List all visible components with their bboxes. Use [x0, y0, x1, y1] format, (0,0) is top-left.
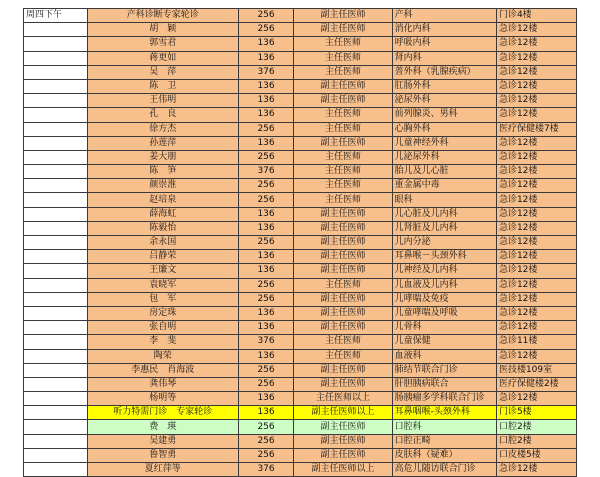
table-row	[24, 292, 577, 306]
day-column-cell[interactable]	[24, 65, 88, 79]
fee-cell[interactable]: 256	[238, 278, 294, 292]
title-cell[interactable]: 主任医师	[294, 65, 392, 79]
title-cell[interactable]: 主任医师	[294, 193, 392, 207]
location-cell[interactable]: 急诊12楼	[496, 321, 576, 335]
title-cell[interactable]: 副主任医师	[294, 221, 392, 235]
table-row	[24, 448, 577, 462]
day-column-cell[interactable]	[24, 23, 88, 37]
fee-cell[interactable]: 136	[238, 207, 294, 221]
department-cell[interactable]: 肠胰瘤多学科联合门诊	[392, 392, 496, 406]
doctor-name-cell[interactable]: 房定珠	[87, 306, 238, 320]
location-cell[interactable]: 急诊12楼	[496, 179, 576, 193]
location-cell[interactable]: 医疗保健楼7楼	[496, 122, 576, 136]
doctor-name-cell[interactable]: 夏红萍等	[87, 463, 238, 477]
department-cell[interactable]: 血液科	[392, 349, 496, 363]
doctor-name-cell[interactable]: 听力特需门诊 专家轮诊	[87, 406, 238, 420]
table-row	[24, 207, 577, 221]
day-label-cell[interactable]: 周四下午	[24, 9, 88, 23]
day-column-cell[interactable]	[24, 406, 88, 420]
department-cell[interactable]: 呼吸内科	[392, 37, 496, 51]
fee-cell[interactable]: 256	[238, 193, 294, 207]
department-cell[interactable]: 皮肤科（疑难）	[392, 448, 496, 462]
table-row	[24, 94, 577, 108]
doctor-name-cell[interactable]: 包 军	[87, 292, 238, 306]
location-cell[interactable]: 急诊11楼	[496, 335, 576, 349]
day-column-cell[interactable]	[24, 278, 88, 292]
department-cell[interactable]: 儿血液及儿内科	[392, 278, 496, 292]
location-cell[interactable]: 急诊12楼	[496, 108, 576, 122]
table-row	[24, 193, 577, 207]
doctor-name-cell[interactable]: 张自明	[87, 321, 238, 335]
department-cell[interactable]: 耳鼻咽喉-头颈外科	[392, 406, 496, 420]
fee-cell[interactable]: 256	[238, 150, 294, 164]
location-cell[interactable]: 急诊12楼	[496, 292, 576, 306]
location-cell[interactable]: 急诊12楼	[496, 193, 576, 207]
doctor-name-cell[interactable]: 赵培泉	[87, 193, 238, 207]
doctor-name-cell[interactable]: 薛海虹	[87, 207, 238, 221]
title-cell[interactable]: 副主任医师	[294, 321, 392, 335]
fee-cell[interactable]: 256	[238, 434, 294, 448]
title-cell[interactable]: 副主任医师	[294, 434, 392, 448]
title-cell[interactable]: 副主任医师	[294, 377, 392, 391]
department-cell[interactable]: 口腔科	[392, 420, 496, 434]
fee-cell[interactable]: 136	[238, 94, 294, 108]
title-cell[interactable]: 副主任医师	[294, 448, 392, 462]
table-row	[24, 335, 577, 349]
day-column-cell[interactable]	[24, 463, 88, 477]
title-cell[interactable]: 副主任医师	[294, 9, 392, 23]
title-cell[interactable]: 主任医师	[294, 179, 392, 193]
doctor-name-cell[interactable]: 徐方杰	[87, 122, 238, 136]
doctor-name-cell[interactable]: 产科诊断专家轮诊	[87, 9, 238, 23]
location-cell[interactable]: 急诊12楼	[496, 221, 576, 235]
location-cell[interactable]: 急诊12楼	[496, 136, 576, 150]
location-cell[interactable]: 急诊12楼	[496, 207, 576, 221]
fee-cell[interactable]: 376	[238, 335, 294, 349]
title-cell[interactable]: 主任医师	[294, 122, 392, 136]
department-cell[interactable]: 儿哮喘及免疫	[392, 292, 496, 306]
fee-cell[interactable]: 136	[238, 306, 294, 320]
location-cell[interactable]: 急诊12楼	[496, 236, 576, 250]
doctor-name-cell[interactable]: 费 瑛	[87, 420, 238, 434]
fee-cell[interactable]: 136	[238, 392, 294, 406]
day-column-cell[interactable]	[24, 434, 88, 448]
doctor-name-cell[interactable]: 李 斐	[87, 335, 238, 349]
doctor-name-cell[interactable]: 杨明等	[87, 392, 238, 406]
title-cell[interactable]: 副主任医师以上	[294, 406, 392, 420]
fee-cell[interactable]: 256	[238, 122, 294, 136]
fee-cell[interactable]: 136	[238, 321, 294, 335]
table-row	[24, 278, 577, 292]
department-cell[interactable]: 耳鼻喉－头颈外科	[392, 250, 496, 264]
location-cell[interactable]: 医技楼109室	[496, 363, 576, 377]
fee-cell[interactable]: 136	[238, 349, 294, 363]
table-row	[24, 377, 577, 391]
fee-cell[interactable]: 256	[238, 292, 294, 306]
day-column-cell[interactable]	[24, 236, 88, 250]
table-row	[24, 264, 577, 278]
day-column-cell[interactable]	[24, 392, 88, 406]
day-column-cell[interactable]	[24, 51, 88, 65]
title-cell[interactable]: 主任医师	[294, 150, 392, 164]
fee-cell[interactable]: 376	[238, 65, 294, 79]
fee-cell[interactable]: 136	[238, 37, 294, 51]
fee-cell[interactable]: 256	[238, 420, 294, 434]
title-cell[interactable]: 主任医师	[294, 349, 392, 363]
title-cell[interactable]: 主任医师以上	[294, 392, 392, 406]
table-row	[24, 65, 577, 79]
doctor-name-cell[interactable]: 王廉文	[87, 264, 238, 278]
title-cell[interactable]: 主任医师	[294, 335, 392, 349]
fee-cell[interactable]: 256	[238, 179, 294, 193]
department-cell[interactable]: 肛肠外科	[392, 79, 496, 93]
title-cell[interactable]: 副主任医师	[294, 264, 392, 278]
schedule-sheet	[23, 8, 577, 477]
location-cell[interactable]: 急诊12楼	[496, 150, 576, 164]
location-cell[interactable]: 急诊12楼	[496, 349, 576, 363]
location-cell[interactable]: 急诊12楼	[496, 278, 576, 292]
location-cell[interactable]: 急诊12楼	[496, 65, 576, 79]
department-cell[interactable]: 儿内分泌	[392, 236, 496, 250]
doctor-name-cell[interactable]: 陈 笋	[87, 165, 238, 179]
day-column-cell[interactable]	[24, 349, 88, 363]
department-cell[interactable]: 泌尿外科	[392, 94, 496, 108]
department-cell[interactable]: 儿泌尿外科	[392, 150, 496, 164]
table-row	[24, 108, 577, 122]
fee-cell[interactable]: 256	[238, 448, 294, 462]
doctor-name-cell[interactable]: 袁晓军	[87, 278, 238, 292]
department-cell[interactable]: 肝胆胰病联合	[392, 377, 496, 391]
day-column-cell[interactable]	[24, 377, 88, 391]
department-cell[interactable]: 普外科（乳腺疾病）	[392, 65, 496, 79]
table-row	[24, 406, 577, 420]
department-cell[interactable]: 胎儿及儿心脏	[392, 165, 496, 179]
location-cell[interactable]: 门诊5楼	[496, 406, 576, 420]
doctor-name-cell[interactable]: 孙莲萍	[87, 136, 238, 150]
fee-cell[interactable]: 256	[238, 377, 294, 391]
title-cell[interactable]: 副主任医师	[294, 236, 392, 250]
doctor-name-cell[interactable]: 龚伟琴	[87, 377, 238, 391]
table-row	[24, 136, 577, 150]
department-cell[interactable]: 儿肾脏及儿内科	[392, 221, 496, 235]
fee-cell[interactable]: 256	[238, 236, 294, 250]
table-row	[24, 420, 577, 434]
department-cell[interactable]: 儿童哮喘及呼吸	[392, 306, 496, 320]
schedule-table	[23, 8, 577, 477]
department-cell[interactable]: 儿心脏及儿内科	[392, 207, 496, 221]
title-cell[interactable]: 副主任医师	[294, 79, 392, 93]
day-column-cell[interactable]	[24, 321, 88, 335]
fee-cell[interactable]: 136	[238, 136, 294, 150]
table-row	[24, 349, 577, 363]
day-column-cell[interactable]	[24, 193, 88, 207]
title-cell[interactable]: 副主任医师	[294, 420, 392, 434]
location-cell[interactable]: 急诊12楼	[496, 264, 576, 278]
day-column-cell[interactable]	[24, 37, 88, 51]
title-cell[interactable]: 副主任医师	[294, 94, 392, 108]
table-row	[24, 122, 577, 136]
day-column-cell[interactable]	[24, 335, 88, 349]
doctor-name-cell[interactable]: 姜大朋	[87, 150, 238, 164]
doctor-name-cell[interactable]: 陈毅怡	[87, 221, 238, 235]
department-cell[interactable]: 消化内科	[392, 23, 496, 37]
day-column-cell[interactable]	[24, 250, 88, 264]
location-cell[interactable]: 急诊12楼	[496, 392, 576, 406]
table-row	[24, 23, 577, 37]
location-cell[interactable]: 口腔2楼	[496, 434, 576, 448]
doctor-name-cell[interactable]: 蒋更如	[87, 51, 238, 65]
table-row	[24, 306, 577, 320]
location-cell[interactable]: 急诊12楼	[496, 463, 576, 477]
fee-cell[interactable]: 136	[238, 79, 294, 93]
table-row	[24, 236, 577, 250]
doctor-name-cell[interactable]: 陈 卫	[87, 79, 238, 93]
fee-cell[interactable]: 136	[238, 406, 294, 420]
location-cell[interactable]: 急诊12楼	[496, 165, 576, 179]
day-column-cell[interactable]	[24, 79, 88, 93]
table-row	[24, 51, 577, 65]
doctor-name-cell[interactable]: 胡 颖	[87, 23, 238, 37]
day-column-cell[interactable]	[24, 207, 88, 221]
department-cell[interactable]: 儿神经及儿内科	[392, 264, 496, 278]
title-cell[interactable]: 副主任医师	[294, 292, 392, 306]
department-cell[interactable]: 儿童保健	[392, 335, 496, 349]
day-column-cell[interactable]	[24, 363, 88, 377]
department-cell[interactable]: 肾内科	[392, 51, 496, 65]
table-row	[24, 9, 577, 23]
location-cell[interactable]: 急诊12楼	[496, 23, 576, 37]
location-cell[interactable]: 急诊12楼	[496, 79, 576, 93]
department-cell[interactable]: 前列腺炎、男科	[392, 108, 496, 122]
fee-cell[interactable]: 376	[238, 463, 294, 477]
table-row	[24, 321, 577, 335]
fee-cell[interactable]: 256	[238, 23, 294, 37]
title-cell[interactable]: 副主任医师	[294, 136, 392, 150]
department-cell[interactable]: 产科	[392, 9, 496, 23]
table-row	[24, 179, 577, 193]
department-cell[interactable]: 心胸外科	[392, 122, 496, 136]
location-cell[interactable]: 急诊12楼	[496, 94, 576, 108]
doctor-name-cell[interactable]: 王伟明	[87, 94, 238, 108]
day-column-cell[interactable]	[24, 122, 88, 136]
department-cell[interactable]: 口腔正畸	[392, 434, 496, 448]
day-column-cell[interactable]	[24, 108, 88, 122]
doctor-name-cell[interactable]: 陶荣	[87, 349, 238, 363]
day-column-cell[interactable]	[24, 292, 88, 306]
title-cell[interactable]: 副主任医师	[294, 207, 392, 221]
table-row	[24, 434, 577, 448]
title-cell[interactable]: 副主任医师	[294, 306, 392, 320]
location-cell[interactable]: 口腔2楼	[496, 420, 576, 434]
department-cell[interactable]: 儿童神经外科	[392, 136, 496, 150]
doctor-name-cell[interactable]: 吕静荣	[87, 250, 238, 264]
department-cell[interactable]: 高危儿随访联合门诊	[392, 463, 496, 477]
doctor-name-cell[interactable]: 李惠民 肖海波	[87, 363, 238, 377]
title-cell[interactable]: 主任医师	[294, 37, 392, 51]
fee-cell[interactable]: 136	[238, 108, 294, 122]
title-cell[interactable]: 主任医师	[294, 108, 392, 122]
location-cell[interactable]: 急诊12楼	[496, 250, 576, 264]
table-row	[24, 37, 577, 51]
table-row	[24, 165, 577, 179]
day-column-cell[interactable]	[24, 136, 88, 150]
location-cell[interactable]: 急诊12楼	[496, 51, 576, 65]
department-cell[interactable]: 肺结节联合门诊	[392, 363, 496, 377]
day-column-cell[interactable]	[24, 264, 88, 278]
title-cell[interactable]: 副主任医师	[294, 23, 392, 37]
department-cell[interactable]: 重金属中毒	[392, 179, 496, 193]
fee-cell[interactable]: 136	[238, 264, 294, 278]
table-row	[24, 392, 577, 406]
table-row	[24, 79, 577, 93]
table-row	[24, 250, 577, 264]
table-row	[24, 221, 577, 235]
title-cell[interactable]: 主任医师	[294, 278, 392, 292]
doctor-name-cell[interactable]: 郭雪君	[87, 37, 238, 51]
location-cell[interactable]: 门诊4楼	[496, 9, 576, 23]
location-cell[interactable]: 急诊12楼	[496, 37, 576, 51]
table-row	[24, 363, 577, 377]
day-column-cell[interactable]	[24, 448, 88, 462]
fee-cell[interactable]: 136	[238, 51, 294, 65]
doctor-name-cell[interactable]: 孔 良	[87, 108, 238, 122]
fee-cell[interactable]: 136	[238, 221, 294, 235]
schedule-table-body	[24, 9, 577, 477]
fee-cell[interactable]: 256	[238, 9, 294, 23]
department-cell[interactable]: 眼科	[392, 193, 496, 207]
fee-cell[interactable]: 376	[238, 165, 294, 179]
location-cell[interactable]: 急诊12楼	[496, 306, 576, 320]
title-cell[interactable]: 副主任医师	[294, 363, 392, 377]
fee-cell[interactable]: 256	[238, 363, 294, 377]
day-column-cell[interactable]	[24, 179, 88, 193]
location-cell[interactable]: 医疗保健楼2楼	[496, 377, 576, 391]
day-column-cell[interactable]	[24, 94, 88, 108]
fee-cell[interactable]: 136	[238, 250, 294, 264]
day-column-cell[interactable]	[24, 420, 88, 434]
doctor-name-cell[interactable]: 吴 萍	[87, 65, 238, 79]
table-row	[24, 150, 577, 164]
doctor-name-cell[interactable]: 鲁智勇	[87, 448, 238, 462]
doctor-name-cell[interactable]: 吴建勇	[87, 434, 238, 448]
doctor-name-cell[interactable]: 颜崇淮	[87, 179, 238, 193]
title-cell[interactable]: 主任医师	[294, 51, 392, 65]
day-column-cell[interactable]	[24, 306, 88, 320]
table-row	[24, 463, 577, 477]
title-cell[interactable]: 副主任医师	[294, 250, 392, 264]
day-column-cell[interactable]	[24, 221, 88, 235]
location-cell[interactable]: 口皮楼5楼	[496, 448, 576, 462]
doctor-name-cell[interactable]: 余永国	[87, 236, 238, 250]
department-cell[interactable]: 儿骨科	[392, 321, 496, 335]
day-column-cell[interactable]	[24, 165, 88, 179]
day-column-cell[interactable]	[24, 150, 88, 164]
title-cell[interactable]: 主任医师	[294, 165, 392, 179]
title-cell[interactable]: 副主任医师以上	[294, 463, 392, 477]
